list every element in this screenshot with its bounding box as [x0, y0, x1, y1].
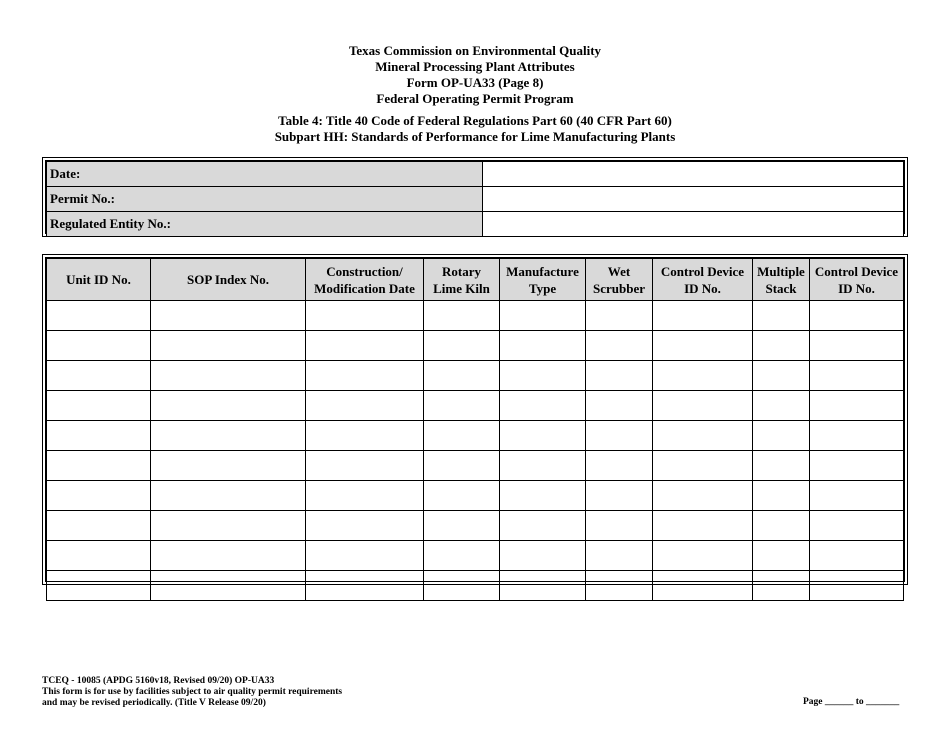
table-cell[interactable] — [753, 361, 810, 391]
agency-title: Texas Commission on Environmental Quality — [348, 43, 602, 58]
table-cell[interactable] — [586, 331, 653, 361]
table-cell[interactable] — [810, 421, 904, 451]
table-cell[interactable] — [151, 511, 306, 541]
table-cell[interactable] — [306, 361, 424, 391]
table-cell[interactable] — [586, 451, 653, 481]
table-cell[interactable] — [500, 451, 586, 481]
table-row — [47, 391, 904, 421]
permit-no-label: Permit No.: — [47, 187, 483, 212]
table-cell[interactable] — [424, 571, 500, 601]
table-cell[interactable] — [47, 511, 151, 541]
page-number: Page ______ to _______ — [803, 697, 900, 707]
table-cell[interactable] — [424, 361, 500, 391]
permit-no-field[interactable] — [483, 187, 904, 212]
table-cell[interactable] — [653, 511, 753, 541]
program-title: Federal Operating Permit Program — [376, 91, 574, 106]
table-cell[interactable] — [753, 421, 810, 451]
table-cell[interactable] — [653, 331, 753, 361]
table-cell[interactable] — [151, 391, 306, 421]
col-header-wet-scrubber: Wet Scrubber — [586, 259, 653, 301]
form-title: Mineral Processing Plant Attributes — [375, 59, 575, 74]
table-cell[interactable] — [151, 481, 306, 511]
table-cell[interactable] — [424, 541, 500, 571]
col-header-sop-index: SOP Index No. — [151, 259, 306, 301]
table-cell[interactable] — [653, 481, 753, 511]
table-cell[interactable] — [753, 571, 810, 601]
info-row-date — [47, 162, 904, 187]
table-cell[interactable] — [653, 391, 753, 421]
footer-note-1: This form is for use by facilities subject to air quality permit requirements — [42, 687, 343, 697]
table-cell[interactable] — [810, 331, 904, 361]
table-cell[interactable] — [653, 451, 753, 481]
table-cell[interactable] — [306, 451, 424, 481]
table-cell[interactable] — [753, 481, 810, 511]
info-row-permit — [47, 187, 904, 212]
table-cell[interactable] — [653, 571, 753, 601]
table-cell[interactable] — [810, 391, 904, 421]
table-cell[interactable] — [500, 361, 586, 391]
table-cell[interactable] — [424, 391, 500, 421]
form-header — [0, 43, 950, 145]
table-cell[interactable] — [424, 421, 500, 451]
table-cell[interactable] — [810, 541, 904, 571]
info-table — [42, 157, 908, 237]
table-cell[interactable] — [47, 481, 151, 511]
table-cell[interactable] — [306, 331, 424, 361]
table-cell[interactable] — [810, 481, 904, 511]
table-cell[interactable] — [810, 511, 904, 541]
table-row — [47, 301, 904, 331]
table-cell[interactable] — [500, 301, 586, 331]
table-row — [47, 331, 904, 361]
table-cell[interactable] — [586, 541, 653, 571]
table-cell[interactable] — [586, 391, 653, 421]
table-row — [47, 481, 904, 511]
table-cell[interactable] — [424, 511, 500, 541]
table-cell[interactable] — [151, 331, 306, 361]
footer-form-id: TCEQ - 10085 (APDG 5160v18, Revised 09/20) OP-UA33 — [42, 676, 275, 686]
table-cell[interactable] — [500, 481, 586, 511]
attributes-table — [42, 254, 908, 585]
table-cell[interactable] — [500, 511, 586, 541]
table-cell[interactable] — [653, 421, 753, 451]
table-cell[interactable] — [810, 571, 904, 601]
table-cell[interactable] — [753, 511, 810, 541]
table-cell[interactable] — [306, 301, 424, 331]
regulated-entity-field[interactable] — [483, 212, 904, 237]
date-label: Date: — [47, 162, 483, 187]
table-cell[interactable] — [810, 451, 904, 481]
table-cell[interactable] — [753, 541, 810, 571]
table-cell[interactable] — [500, 331, 586, 361]
table-cell[interactable] — [47, 541, 151, 571]
date-field[interactable] — [483, 162, 904, 187]
table-cell[interactable] — [753, 391, 810, 421]
table-cell[interactable] — [424, 481, 500, 511]
table-row — [47, 511, 904, 541]
table-cell[interactable] — [306, 421, 424, 451]
table-cell[interactable] — [500, 421, 586, 451]
info-row-entity — [47, 212, 904, 237]
table-cell[interactable] — [753, 301, 810, 331]
table-cell[interactable] — [151, 361, 306, 391]
table-cell[interactable] — [586, 421, 653, 451]
col-header-manufacture-type: Manufacture Type — [500, 259, 586, 301]
table-cell[interactable] — [586, 571, 653, 601]
table-cell[interactable] — [586, 361, 653, 391]
table-cell[interactable] — [151, 571, 306, 601]
form-number: Form OP-UA33 (Page 8) — [406, 75, 544, 90]
table-cell[interactable] — [424, 451, 500, 481]
table-cell[interactable] — [753, 451, 810, 481]
form-footer — [42, 676, 342, 709]
table-cell[interactable] — [306, 391, 424, 421]
table-cell[interactable] — [306, 511, 424, 541]
table-row — [47, 571, 904, 601]
table-cell[interactable] — [810, 301, 904, 331]
table-cell[interactable] — [653, 361, 753, 391]
table-cell[interactable] — [47, 301, 151, 331]
table-cell[interactable] — [653, 301, 753, 331]
table-cell[interactable] — [653, 541, 753, 571]
table-cell[interactable] — [586, 481, 653, 511]
table-cell[interactable] — [500, 571, 586, 601]
table-cell[interactable] — [47, 361, 151, 391]
table-cell[interactable] — [424, 301, 500, 331]
table-row — [47, 541, 904, 571]
col-header-control-device-id-1: Control Device ID No. — [653, 259, 753, 301]
table-cell[interactable] — [500, 541, 586, 571]
table-header-row — [47, 259, 904, 301]
regulated-entity-label: Regulated Entity No.: — [47, 212, 483, 237]
table-cell[interactable] — [151, 421, 306, 451]
table-cell[interactable] — [500, 391, 586, 421]
table-cell[interactable] — [47, 571, 151, 601]
col-header-unit-id: Unit ID No. — [47, 259, 151, 301]
table-cell[interactable] — [47, 451, 151, 481]
table-cell[interactable] — [306, 481, 424, 511]
footer-note-2: and may be revised periodically. (Title V Release 09/20) — [42, 698, 266, 708]
col-header-multiple-stack: Multiple Stack — [753, 259, 810, 301]
col-header-construction-date: Construction/ Modification Date — [306, 259, 424, 301]
table-cell[interactable] — [424, 331, 500, 361]
table-cell[interactable] — [810, 361, 904, 391]
table-cell[interactable] — [151, 451, 306, 481]
table-row — [47, 421, 904, 451]
table-cell[interactable] — [151, 301, 306, 331]
table-row — [47, 451, 904, 481]
col-header-rotary-lime-kiln: Rotary Lime Kiln — [424, 259, 500, 301]
subpart-title: Subpart HH: Standards of Performance for Lime Manufacturing Plants — [274, 129, 676, 144]
col-header-control-device-id-2: Control Device ID No. — [810, 259, 904, 301]
table-cell[interactable] — [47, 421, 151, 451]
table-cell[interactable] — [753, 331, 810, 361]
table-cell[interactable] — [151, 541, 306, 571]
table-cell[interactable] — [306, 571, 424, 601]
table-row — [47, 361, 904, 391]
table-cell[interactable] — [586, 511, 653, 541]
table-title: Table 4: Title 40 Code of Federal Regulations Part 60 (40 CFR Part 60) — [278, 113, 672, 128]
table-cell[interactable] — [586, 301, 653, 331]
table-cell[interactable] — [306, 541, 424, 571]
table-cell[interactable] — [47, 331, 151, 361]
table-cell[interactable] — [47, 391, 151, 421]
